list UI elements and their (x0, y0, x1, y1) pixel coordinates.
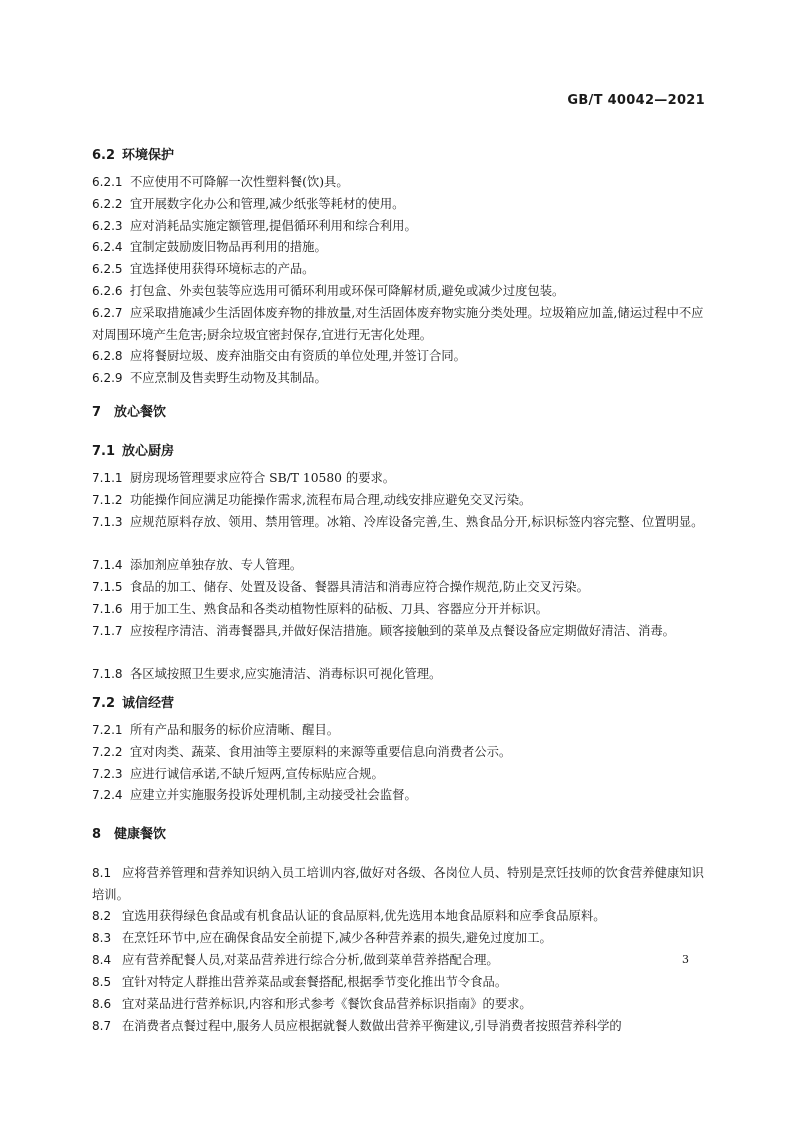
clause (92, 193, 710, 215)
clause-number: 6.2.5 (92, 262, 123, 276)
clause-number: 6.2.2 (92, 197, 123, 211)
clause-number: 7.1.2 (92, 493, 123, 507)
clause-text: 添加剂应单独存放、专人管理。 (130, 558, 303, 572)
clause (92, 511, 710, 533)
section-number: 7.2 (92, 696, 116, 711)
clause-number: 6.2.3 (92, 219, 123, 233)
section-title: 诚信经营 (122, 696, 175, 711)
clause-text: 宜选择使用获得环境标志的产品。 (130, 262, 315, 276)
clause (92, 576, 710, 598)
clause (92, 467, 710, 489)
section-heading (92, 144, 174, 163)
clause (92, 620, 710, 642)
clause (92, 949, 710, 971)
clause (92, 258, 710, 280)
section-number: 7.1 (92, 444, 116, 459)
clause-text: 功能操作间应满足功能操作需求,流程布局合理,动线安排应避免交叉污染。 (130, 493, 532, 507)
clause (92, 554, 710, 576)
clause-text: 在消费者点餐过程中,服务人员应根据就餐人数做出营养平衡建议,引导消费者按照营养科学的 (122, 1019, 622, 1033)
clause-text: 宜对菜品进行营养标识,内容和形式参考《餐饮食品营养标识指南》的要求。 (122, 997, 532, 1011)
clause-number: 6.2.4 (92, 240, 123, 254)
chapter-title: 健康餐饮 (114, 827, 167, 842)
clause (92, 1015, 710, 1037)
clause-text: 宜针对特定人群推出营养菜品或套餐搭配,根据季节变化推出节令食品。 (122, 975, 508, 989)
clause-number: 7.2.4 (92, 788, 123, 802)
clause-number: 7.2.3 (92, 767, 123, 781)
clause-text: 打包盒、外卖包装等应选用可循环利用或环保可降解材质,避免或减少过度包装。 (130, 284, 565, 298)
clause (92, 993, 710, 1015)
chapter-heading (92, 401, 166, 420)
clause (92, 367, 710, 389)
clause (92, 236, 710, 258)
clause (92, 598, 710, 620)
clause-text: 厨房现场管理要求应符合 SB/T 10580 的要求。 (130, 471, 396, 485)
clause (92, 171, 710, 193)
clause-number: 7.1.7 (92, 624, 123, 638)
clause-text: 应采取措施减少生活固体废弃物的排放量,对生活固体废弃物实施分类处理。垃圾箱应加盖,储运过程中不应对周围环境产生危害;厨余垃圾宜密封保存,宜进行无害化处理。 (92, 306, 704, 342)
clause (92, 280, 710, 302)
clause-text: 宜制定鼓励废旧物品再利用的措施。 (130, 240, 327, 254)
clause-text: 应规范原料存放、领用、禁用管理。冰箱、冷库设备完善,生、熟食品分开,标识标签内容完整、位置明显。 (130, 515, 704, 529)
clause (92, 905, 710, 927)
chapter-title: 放心餐饮 (114, 405, 167, 420)
clause (92, 784, 710, 806)
clause-number: 7.1.5 (92, 580, 123, 594)
clause-text: 宜开展数字化办公和管理,减少纸张等耗材的使用。 (130, 197, 405, 211)
clause-number: 8.2 (92, 909, 112, 923)
clause-text: 用于加工生、熟食品和各类动植物性原料的砧板、刀具、容器应分开并标识。 (130, 602, 549, 616)
clause (92, 763, 710, 785)
clause-text: 应对消耗品实施定额管理,提倡循环利用和综合利用。 (130, 219, 417, 233)
clause-number: 7.1.3 (92, 515, 123, 529)
clause-number: 6.2.6 (92, 284, 123, 298)
clause (92, 862, 710, 906)
clause (92, 302, 710, 346)
clause-text: 应将餐厨垃圾、废弃油脂交由有资质的单位处理,并签订合同。 (130, 349, 466, 363)
clause-number: 7.1.1 (92, 471, 123, 485)
clause (92, 663, 710, 685)
clause-text: 应将营养管理和营养知识纳入员工培训内容,做好对各级、各岗位人员、特别是烹饪技师的饮食营养健康知识培训。 (92, 866, 704, 902)
chapter-heading (92, 823, 166, 842)
clause-text: 不应烹制及售卖野生动物及其制品。 (130, 371, 327, 385)
clause (92, 345, 710, 367)
clause-number: 6.2.7 (92, 306, 123, 320)
clause-text: 应建立并实施服务投诉处理机制,主动接受社会监督。 (130, 788, 417, 802)
clause-text: 宜选用获得绿色食品或有机食品认证的食品原料,优先选用本地食品原料和应季食品原料。 (122, 909, 606, 923)
section-heading (92, 440, 174, 459)
clause (92, 215, 710, 237)
chapter-number: 7 (92, 405, 102, 420)
clause-number: 7.1.4 (92, 558, 123, 572)
page-number: 3 (682, 953, 689, 966)
clause-text: 所有产品和服务的标价应清晰、醒目。 (130, 723, 340, 737)
clause-number: 7.1.8 (92, 667, 123, 681)
section-title: 环境保护 (122, 148, 175, 163)
section-number: 6.2 (92, 148, 116, 163)
section-heading (92, 692, 174, 711)
clause-number: 8.3 (92, 931, 112, 945)
clause-number: 6.2.1 (92, 175, 123, 189)
clause-number: 8.5 (92, 975, 112, 989)
clause-text: 应进行诚信承诺,不缺斤短两,宣传标贴应合规。 (130, 767, 384, 781)
clause (92, 971, 710, 993)
clause-number: 7.2.1 (92, 723, 123, 737)
clause-text: 在烹饪环节中,应在确保食品安全前提下,减少各种营养素的损失,避免过度加工。 (122, 931, 552, 945)
clause-text: 宜对肉类、蔬菜、食用油等主要原料的来源等重要信息向消费者公示。 (130, 745, 512, 759)
clause-text: 各区域按照卫生要求,应实施清洁、消毒标识可视化管理。 (130, 667, 442, 681)
clause-number: 7.1.6 (92, 602, 123, 616)
clause-number: 7.2.2 (92, 745, 123, 759)
standard-number: GB/T 40042—2021 (567, 93, 705, 108)
clause-number: 8.7 (92, 1019, 112, 1033)
clause-number: 6.2.9 (92, 371, 123, 385)
chapter-number: 8 (92, 827, 102, 842)
clause (92, 927, 710, 949)
clause (92, 741, 710, 763)
clause (92, 489, 710, 511)
section-title: 放心厨房 (122, 444, 175, 459)
clause (92, 719, 710, 741)
clause-text: 应有营养配餐人员,对菜品营养进行综合分析,做到菜单营养搭配合理。 (122, 953, 499, 967)
clause-text: 不应使用不可降解一次性塑料餐(饮)具。 (130, 175, 349, 189)
clause-text: 食品的加工、储存、处置及设备、餐器具清洁和消毒应符合操作规范,防止交叉污染。 (130, 580, 589, 594)
clause-number: 6.2.8 (92, 349, 123, 363)
clause-text: 应按程序清洁、消毒餐器具,并做好保洁措施。顾客接触到的菜单及点餐设备应定期做好清洁、消毒。 (130, 624, 675, 638)
clause-number: 8.1 (92, 866, 112, 880)
clause-number: 8.4 (92, 953, 112, 967)
clause-number: 8.6 (92, 997, 112, 1011)
